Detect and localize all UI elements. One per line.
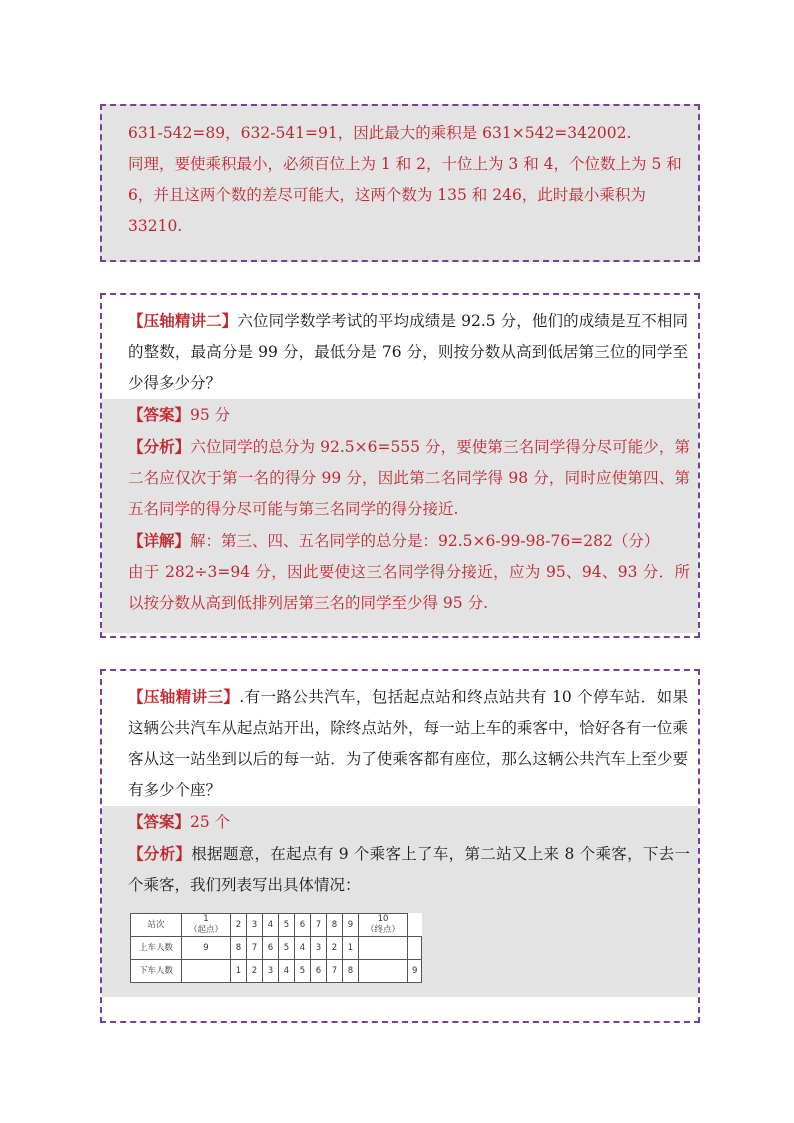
table-cell: 2 — [247, 960, 263, 983]
analysis-text: 根据题意，在起点有 9 个乘客上了车，第二站又上来 8 个乘客，下去一个乘客，我们列表写出具体情况： — [128, 845, 690, 894]
table-cell: 6 — [263, 937, 279, 960]
table-cell — [359, 960, 408, 983]
title-tag: 【压轴精讲二】 — [128, 311, 238, 330]
detail-line-2: 由于 282÷3=94 分，因此要使这三名同学得分接近，应为 95、94、93 分．所以按分数从高到低排列居第三名的同学至少得 95 分. — [128, 563, 690, 612]
table-cell: 1 — [343, 937, 359, 960]
table-header-stop: 5 — [279, 914, 295, 937]
table-header-stop: 8 — [327, 914, 343, 937]
solution-line-4: 33210. — [128, 217, 183, 235]
question-two — [128, 305, 690, 399]
table-cell: 8 — [343, 960, 359, 983]
question-text: .有一路公共汽车，包括起点站和终点站共有 10 个停车站．如果这辆公共汽车从起点站开出，除终点站外，每一站上车的乘客中，恰好各有一位乘客从这一站坐到以后的每一站．为了使乘客都有座位，那么这辆公共汽车上至少要有多少个座？ — [128, 688, 688, 799]
table-header-stop: 3 — [247, 914, 263, 937]
lecture-three-box — [100, 669, 700, 1023]
answer-two — [102, 399, 698, 431]
question-text: 六位同学数学考试的平均成绩是 92.5 分，他们的成绩是互不相同的整数，最高分是 99 分，最低分是 76 分，则按分数从高到低居第三位的同学至少得多少分？ — [128, 312, 688, 392]
table-cell: 3 — [311, 937, 327, 960]
table-cell: 1 — [231, 960, 247, 983]
table-cell: 4 — [279, 960, 295, 983]
answer-text: 25 个 — [190, 813, 231, 831]
answer-text: 95 分 — [190, 406, 231, 424]
table-cell: 5 — [295, 960, 311, 983]
analysis-tag: 【分析】 — [128, 844, 192, 863]
answer-three — [102, 806, 698, 838]
table-row — [131, 937, 422, 960]
table-row — [131, 914, 422, 937]
table-row-label: 下车人数 — [131, 960, 182, 983]
table-header-stop: 2 — [231, 914, 247, 937]
stops-table — [130, 913, 422, 983]
table-cell: 7 — [327, 960, 343, 983]
table-row — [131, 960, 422, 983]
table-cell: 3 — [263, 960, 279, 983]
solution-line-1: 631-542=89，632-541=91，因此最大的乘积是 631×542=342002. — [128, 124, 632, 142]
analysis-two — [102, 431, 698, 525]
answer-tag: 【答案】 — [128, 812, 191, 831]
question-three — [128, 681, 690, 806]
analysis-tag: 【分析】 — [128, 437, 191, 456]
solution-line-2: 同理，要使乘积最小，必须百位上为 1 和 2，十位上为 3 和 4，个位数上为 5 和 — [128, 155, 682, 173]
table-header-last-stop: 10 （终点） — [359, 914, 408, 937]
table-cell: 2 — [327, 937, 343, 960]
answer-tag: 【答案】 — [128, 405, 191, 424]
solution-continuation-box — [100, 104, 700, 262]
table-cell: 6 — [311, 960, 327, 983]
table-header-stop: 9 — [343, 914, 359, 937]
solution-line-3: 6，并且这两个数的差尽可能大，这两个数为 135 和 246，此时最小乘积为 — [128, 186, 646, 204]
table-cell — [359, 937, 408, 960]
detail-line-1: 解：第三、四、五名同学的总分是：92.5×6-99-98-76=282（分） — [190, 532, 660, 550]
table-cell — [408, 937, 422, 960]
stops-table-wrapper — [102, 901, 698, 997]
lecture-two-box — [100, 293, 700, 638]
table-cell: 5 — [279, 937, 295, 960]
table-header-stop: 4 — [263, 914, 279, 937]
detail-tag: 【详解】 — [128, 531, 191, 550]
table-cell — [182, 960, 231, 983]
table-row-label: 上车人数 — [131, 937, 182, 960]
table-cell: 9 — [182, 937, 231, 960]
analysis-three — [102, 838, 698, 901]
table-cell: 9 — [408, 960, 422, 983]
table-cell: 4 — [295, 937, 311, 960]
table-header-stop: 6 — [295, 914, 311, 937]
title-tag: 【压轴精讲三】 — [128, 687, 240, 706]
detail-two — [102, 525, 698, 633]
table-cell: 7 — [247, 937, 263, 960]
table-header-stop: 7 — [311, 914, 327, 937]
analysis-text: 六位同学的总分为 92.5×6=555 分，要使第三名同学得分尽可能少，第二名应仅次于第一名的得分 99 分，因此第二名同学得 98 分，同时应使第四、第五名同学的得分尽可能与第三名同学的得分接近. — [128, 438, 690, 518]
table-cell: 8 — [231, 937, 247, 960]
table-header-first-stop: 1 （起点） — [182, 914, 231, 937]
table-header-label: 站次 — [131, 914, 182, 937]
